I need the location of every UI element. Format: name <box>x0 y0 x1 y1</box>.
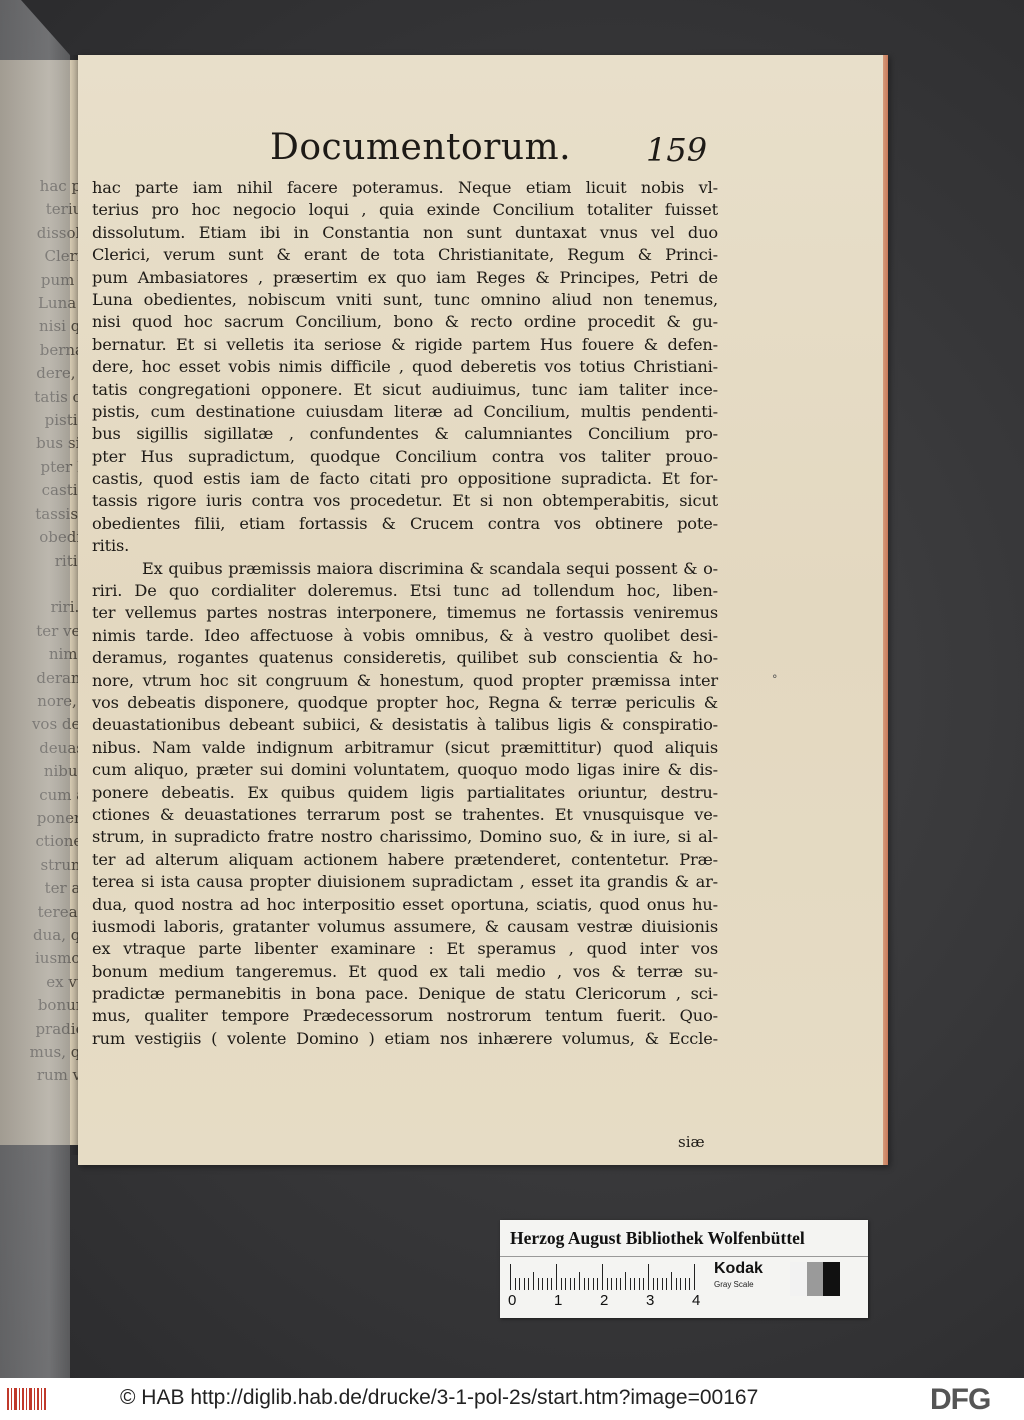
gray-swatch <box>823 1262 840 1296</box>
viewer-footer <box>0 1378 1024 1420</box>
ruler-tick <box>538 1278 539 1290</box>
ruler-number: 1 <box>554 1292 563 1309</box>
text-line: nibus. Nam valde indignum arbitramur (sicut præmittitur) quod aliquis <box>92 737 718 757</box>
text-line: pistis, cum destinatione cuiusdam literæ ad Concilium, multis pendenti- <box>92 401 718 421</box>
text-line: iusmodi laboris, gratanter volumus assumere, & causam vestræ diuisionis <box>92 916 718 936</box>
ruler-tick <box>607 1278 608 1290</box>
text-line: dua, quod nostra ad hoc interpositio esset oportuna, sciatis, quod onus hu- <box>92 894 718 914</box>
text-line: nisi quod hoc sacrum Concilium, bono & recto ordine procedit & gu- <box>92 312 718 332</box>
ruler-number: 3 <box>646 1292 655 1309</box>
footer-link[interactable]: © HAB http://diglib.hab.de/drucke/3-1-pol-2s/start.htm?image=00167 <box>120 1386 759 1409</box>
ruler-tick <box>676 1278 677 1290</box>
text-line: bernatur. Et si velletis ita seriose & rigide partem Hus fouere & defen- <box>92 334 718 354</box>
text-line: Ex quibus præmissis maiora discrimina & scandala sequi possent & o- <box>142 558 718 578</box>
ruler-tick <box>547 1278 548 1290</box>
ruler-tick <box>593 1278 594 1290</box>
text-line: pradictæ permanebitis in bona pace. Denique de statu Clericorum , sci- <box>92 984 718 1004</box>
ruler-tick <box>616 1278 617 1290</box>
body-text <box>92 177 718 1050</box>
text-line: nimis tarde. Ideo affectuose à vobis omnibus, & à vestro quolibet desi- <box>92 625 718 645</box>
text-line: Clerici, verum sunt & erant de tota Christianitate, Regum & Princi- <box>92 245 718 265</box>
ruler-tick <box>551 1278 552 1290</box>
text-line: ctiones & deuastationes terrarum post se trahentes. Et vnusquisque ve- <box>92 804 718 824</box>
ruler-tick <box>579 1272 580 1290</box>
ruler-tick <box>634 1278 635 1290</box>
label-divider <box>500 1256 868 1257</box>
label-title: Herzog August Bibliothek Wolfenbüttel <box>510 1228 805 1248</box>
ruler-tick <box>653 1278 654 1290</box>
text-line: pter Hus supradictum, quodque Concilium contra vos taliter prouo- <box>92 446 718 466</box>
book-page <box>78 55 888 1165</box>
ruler-numbers <box>508 1292 708 1312</box>
ruler-tick <box>565 1278 566 1290</box>
text-line: bus sigillis sigillatæ , confundentes & calumniantes Concilium pro- <box>92 424 718 444</box>
page-title: Documentorum. <box>270 127 572 168</box>
ruler-scale <box>510 1264 700 1290</box>
text-line: obedientes filii, etiam fortassis & Crucem contra vos obtinere pote- <box>92 513 718 533</box>
gray-swatch <box>807 1262 824 1296</box>
text-line: mus, qualiter tempore Prædecessorum nostrorum tentum fuerit. Quo- <box>92 1006 718 1026</box>
ruler-tick <box>556 1264 557 1290</box>
text-line: rum vestigiis ( volente Domino ) etiam nos inhærere volumus, & Eccle- <box>92 1028 718 1048</box>
ruler-tick <box>533 1272 534 1290</box>
ruler-tick <box>666 1278 667 1290</box>
gray-scale-swatches <box>790 1262 840 1296</box>
ruler-tick <box>588 1278 589 1290</box>
page-number: 159 <box>646 131 708 169</box>
ruler-tick <box>584 1278 585 1290</box>
text-line: deuastationibus debeant subiici, & desistatis à talibus ligis & conspiratio- <box>92 715 718 735</box>
text-line: ritis. <box>92 536 130 556</box>
ruler-tick <box>524 1278 525 1290</box>
text-line: tassis rigore iuris contra vos procedetur. Et si non obtemperabitis, sicut <box>92 491 718 511</box>
gray-scale-caption: Gray Scale <box>714 1280 754 1289</box>
ruler-tick <box>671 1272 672 1290</box>
ruler-tick <box>630 1278 631 1290</box>
ruler-tick <box>570 1278 571 1290</box>
text-line: vos debeatis disponere, quodque propter hoc, Regna & terræ periculis & <box>92 692 718 712</box>
ruler-tick <box>515 1278 516 1290</box>
text-line: ex vtraque parte libenter examinare : Et speramus , quod inter vos <box>92 939 718 959</box>
text-line: riri. De quo cordialiter doleremus. Etsi tunc ad tollendum hoc, liben- <box>92 581 718 601</box>
ruler-tick <box>662 1278 663 1290</box>
gray-swatch <box>790 1262 807 1296</box>
text-line: deramus, rogantes quatenus consideretis, quilibet sub conscientia & ho- <box>92 648 718 668</box>
ruler-tick <box>648 1264 649 1290</box>
text-line: pum Ambasiatores , præsertim ex quo iam Reges & Principes, Petri de <box>92 267 718 287</box>
ruler-tick <box>643 1278 644 1290</box>
ruler-tick <box>542 1278 543 1290</box>
page-edge <box>883 55 888 1165</box>
catchword: siæ <box>678 1133 705 1151</box>
ruler-tick <box>620 1278 621 1290</box>
ruler-tick <box>685 1278 686 1290</box>
ruler-tick <box>611 1278 612 1290</box>
text-line: bonum medium tangeremus. Et quod ex tali medio , vos & terræ su- <box>92 961 718 981</box>
text-line: nore, vtrum hoc sit congruum & honestum, quod propter præmissa inter <box>92 670 718 690</box>
ruler-number: 4 <box>692 1292 701 1309</box>
library-label <box>500 1220 868 1318</box>
flyleaf <box>0 0 70 1378</box>
ruler-tick <box>657 1278 658 1290</box>
ruler-tick <box>625 1272 626 1290</box>
barcode-icon <box>6 1386 48 1412</box>
ruler-tick <box>528 1278 529 1290</box>
ruler-tick <box>639 1278 640 1290</box>
ruler-tick <box>561 1278 562 1290</box>
ruler-tick <box>574 1278 575 1290</box>
text-line: terea si ista causa propter diuisionem supradictam , esset ita grandis & ar- <box>92 872 718 892</box>
text-line: dere, hoc esset vobis nimis difficile , quod deberetis vos totius Christiani- <box>92 357 718 377</box>
ruler-tick <box>519 1278 520 1290</box>
running-head <box>78 127 888 177</box>
text-line: ponere debeatis. Ex quibus quidem ligis partialitates oriuntur, destru- <box>92 782 718 802</box>
ruler-tick <box>597 1278 598 1290</box>
ruler-tick <box>602 1264 603 1290</box>
text-line: hac parte iam nihil facere poteramus. Neque etiam licuit nobis vl- <box>92 178 718 197</box>
text-line: castis, quod estis iam de facto citati pro oppositione supradicta. Et for- <box>92 469 718 489</box>
text-line: strum, in supradicto fratre nostro charissimo, Domino suo, & in iure, si al- <box>92 827 718 847</box>
text-line: ter ad alterum aliquam actionem habere prætenderet, contentetur. Præ- <box>92 849 718 869</box>
ruler-number: 0 <box>508 1292 517 1309</box>
ruler-tick <box>694 1264 695 1290</box>
ruler-tick <box>689 1278 690 1290</box>
text-line: ter vellemus partes nostras interponere, timemus ne fortassis veniremus <box>92 603 718 623</box>
ruler-tick <box>680 1278 681 1290</box>
text-line: dissolutum. Etiam ibi in Constantia non sunt duntaxat vnus vel duo <box>92 222 718 242</box>
text-line: tatis congregationi opponere. Et sicut audiuimus, tunc iam taliter ince- <box>92 379 718 399</box>
dfg-logo: DFG <box>930 1383 991 1416</box>
paper-speck: ° <box>772 673 778 686</box>
kodak-brand: Kodak <box>714 1260 763 1277</box>
text-line: Luna obedientes, nobiscum vniti sunt, tunc omnino aliud non tenemus, <box>92 289 718 309</box>
ruler-tick <box>510 1264 511 1290</box>
text-line: cum aliquo, præter sui domini voluntatem, quoquo modo ligas inire & dis- <box>92 760 718 780</box>
ruler-number: 2 <box>600 1292 609 1309</box>
text-line: terius pro hoc negocio loqui , quia exinde Concilium totaliter fuisset <box>92 200 718 220</box>
